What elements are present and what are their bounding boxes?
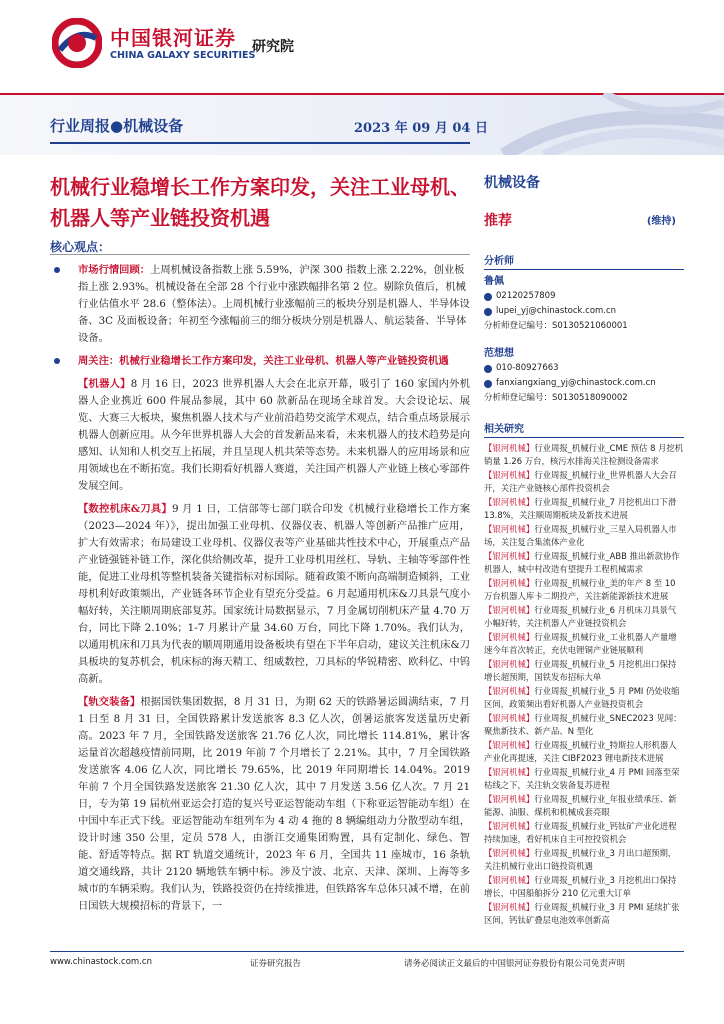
phone-row — [484, 289, 684, 304]
research-item-tag: 【银河机械】 — [484, 686, 535, 696]
related-research — [484, 420, 684, 928]
research-item-tag: 【银河机械】 — [484, 605, 535, 615]
research-item-text: 行业周报_机械行业_年报业绩承压、新能源、油服、煤机和机械成套亮眼 — [484, 794, 677, 817]
phone-row — [484, 361, 684, 376]
research-item-text: 行业周报_机械行业_7 月挖机出口下滑 13.8%，关注顺周期板块及新技术进展 — [484, 497, 677, 520]
research-item-text: 行业周报_机械行业_世界机器人大会召开，关注产业链核心部件投资机会 — [484, 470, 677, 493]
rating-note: (维持) — [646, 216, 676, 227]
research-item[interactable] — [484, 523, 684, 549]
research-item-tag: 【银河机械】 — [484, 713, 535, 723]
para-text: 8 月 16 日，2023 世界机器人大会在北京开幕，吸引了 160 家国内外机器人企业携近 600 件展品参展，其中 60 款新品在现场全球首发。大会设论坛、展览、大赛三大板块，聚焦机器人技术与产业前沿趋势交流学术观点，结合重点场景展示机器人创新应用。从今年世界机器人大会的首发新品来看，未来机器人的技术趋势是向感知、认知和人机交互上拓展，并且呈现人机共荣等态势。未来机器人的应用场景和应用领域也在不断拓宽。我们长期看好机器人赛道，关注国产机器人产业链上核心零部件发展空间。 — [78, 378, 471, 492]
bullet-text: 上周机械设备指数上涨 5.59%，沪深 300 指数上涨 2.22%，创业板指上涨 2.93%。机械设备在全部 28 个行业中涨跌幅排名第 2 位。剔除负值后，机械行业估值水平 28.6（整体法）。上周机械行业涨幅前三的板块分别是机器人、半导体设备、3C 及面板设备；年初至今涨幅前三的细分板块分别是机器人、航运装备、半导体设备。 — [78, 264, 470, 344]
research-item-text: 行业周报_机械行业_3 月 PMI 延续扩张区间，钙钛矿叠层电池效率创新高 — [484, 902, 680, 925]
research-item-tag: 【银河机械】 — [484, 740, 535, 750]
research-item[interactable] — [484, 577, 684, 603]
research-header: 相关研究 — [484, 420, 684, 438]
research-item-tag: 【银河机械】 — [484, 578, 535, 588]
footer-center: 证券研究报告 — [250, 959, 302, 969]
para-text: 9 月 1 日，工信部等七部门联合印发《机械行业稳增长工作方案（2023—2024 年）》，提出加强工业母机、仪器仪表、机器人等创新产品推广应用，扩大有效需求；布局建设工业母机、仪器仪表等产业基础共性技术中心，开展重点产品产业链强链补链工作，深化供给侧改革，提升工业母机用丝杠、导轨、主轴等零部件性能，促进工业母机等整机装备关键指标对标国际。随着政策不断向高端制造倾斜，工业母机利好政策频出，产业链各环节企业有望充分受益。6 月起通用机床&刀具景气度小幅好转，关注顺周期底部复苏。国家统计局数据显示，7 月金属切削机床产量 4.70 万台，同比下降 2.10%；1-7 月累计产量 34.60 万台，同比下降 1.70%。我们认为，以通用机床和刀具为代表的顺周期通用设备板块有望在下半年启动，建议关注机床&刀具板块的复苏机会，机床标的海天精工、纽威数控，刀具标的华锐精密、欧科亿、中钨高新。 — [78, 503, 471, 685]
analyst-name: 范想想 — [484, 348, 514, 359]
research-item-text: 行业周报_机械行业_CME 预估 8 月挖机销量 1.26 万台，核污水排海关注检测设备需求 — [484, 443, 684, 466]
report-date: 2023 年 09 月 04 日 — [354, 121, 488, 136]
email-icon — [484, 308, 492, 316]
bullet-keyword: 市场行情回顾： — [78, 264, 151, 276]
analyst-phone: 02120257809 — [496, 291, 556, 301]
bullet-focus — [50, 353, 470, 370]
analyst-phone: 010-80927663 — [496, 363, 559, 373]
research-item-text: 行业周报_机械行业_3 月挖机出口保持增长，中国船舶拆分 210 亿元重大订单 — [484, 875, 677, 898]
research-item-text: 行业周报_机械行业_美的年产 8 至 10 万台机器人库卡二期投产，关注新能源新技术进展 — [484, 578, 676, 601]
divider — [50, 142, 470, 144]
research-item[interactable] — [484, 658, 684, 684]
analyst-reg: 分析师登记编号：S0130518090002 — [484, 393, 628, 403]
research-item-tag: 【银河机械】 — [484, 497, 535, 507]
email-row — [484, 304, 684, 319]
research-item[interactable] — [484, 712, 684, 738]
email-icon — [484, 380, 492, 388]
research-item[interactable] — [484, 847, 684, 873]
email-row — [484, 376, 684, 391]
research-item[interactable] — [484, 685, 684, 711]
para-text: 根据国铁集团数据，8 月 31 日，为期 62 天的铁路暑运圆满结束，7 月 1 日至 8 月 31 日，全国铁路累计发送旅客 8.3 亿人次，创暑运旅客发送量历史新高。2023 年 7 月，全国铁路发送旅客 21.76 亿人次，同比增长 114.81%，累计客运量首次超越疫情前同期，比 2019 年前 7 个月增长了 2.21%。其中，7 月全国铁路发送旅客 4.06 亿人次，同比增长 79.65%，比 2019 年同期增长 14.04%。2019 年前 7 个月全国铁路发送旅客 21.30 亿人次，其中 7 月发送 3.56 亿人次。7 月 21 日，专为第 19 届杭州亚运会打造的复兴号亚运智能动车组（下称亚运智能动车组）在中国中车正式下线。亚运智能动车组列车为 4 动 4 拖的 8 辆编组动力分散型动车组，设计时速 350 公里，定员 578 人，由浙江交通集团购置，具有定制化、绿色、智能、舒适等特点。据 RT 轨道交通统计，2023 年 6 月，全国共 11 座城市，16 条轨道交通线路，共计 2120 辆地铁车辆中标。涉及宁波、北京、天津、深圳、上海等多城市的车辆采购。我们认为，铁路投资仍在持续推进，但铁路客车总体只减不增，在前日国铁大规模招标的背景下，一 — [78, 696, 470, 912]
research-item-tag: 【银河机械】 — [484, 551, 535, 561]
phone-icon — [484, 365, 492, 373]
research-item-tag: 【银河机械】 — [484, 470, 535, 480]
rating-value: 推荐 — [484, 213, 512, 229]
research-item[interactable] — [484, 820, 684, 846]
research-item-text: 行业周报_机械行业_6 月机床刀具景气小幅好转，关注机器人产业链投资机会 — [484, 605, 677, 628]
research-item[interactable] — [484, 496, 684, 522]
research-item[interactable] — [484, 901, 684, 927]
research-item-text: 行业周报_机械行业_4 月 PMI 回落至荣枯线之下，关注轨交装备复苏进程 — [484, 767, 680, 790]
analyst-header: 分析师 — [484, 252, 684, 270]
main-column — [50, 262, 470, 921]
analyst-name: 鲁佩 — [484, 276, 504, 287]
sidebar — [484, 172, 684, 406]
footer-disclaimer: 请务必阅读正文最后的中国银河证券股份有限公司免责声明 — [404, 959, 626, 969]
analyst-reg: 分析师登记编号：S0130521060001 — [484, 321, 628, 331]
bullet-keyword: 周关注：机械行业稳增长工作方案印发，关注工业母机、机器人等产业链投资机遇 — [78, 355, 449, 367]
research-item-text: 行业周报_机械行业_3 月出口超预期，关注机械行业出口链投资机遇 — [484, 848, 677, 871]
report-title: 机械行业稳增长工作方案印发，关注工业母机、机器人等产业链投资机遇 — [50, 175, 470, 230]
para-keyword: 【数控机床&刀具】 — [78, 503, 173, 515]
research-item-tag: 【银河机械】 — [484, 821, 535, 831]
research-item-tag: 【银河机械】 — [484, 659, 535, 669]
sector-label: 机械设备 — [484, 175, 540, 191]
research-list — [484, 442, 684, 927]
core-label: 核心观点： — [50, 240, 111, 254]
research-item-tag: 【银河机械】 — [484, 848, 535, 858]
analyst-email[interactable]: fanxiangxiang_yj@chinastock.com.cn — [496, 378, 656, 388]
divider — [50, 254, 470, 255]
research-item[interactable] — [484, 874, 684, 900]
analyst-block — [484, 274, 684, 406]
research-item[interactable] — [484, 469, 684, 495]
research-item-text: 行业周报_机械行业_钙钛矿产业化进程持续加速，看好机床自主可控投资机会 — [484, 821, 677, 844]
para-keyword: 【轨交装备】 — [78, 696, 141, 708]
wave-pattern — [464, 93, 724, 155]
institute-label: 研究院 — [252, 39, 294, 55]
para-robot — [50, 376, 470, 495]
para-rail — [50, 694, 470, 915]
logo-en: CHINA GALAXY SECURITIES — [110, 50, 256, 61]
research-item[interactable] — [484, 766, 684, 792]
research-item[interactable] — [484, 550, 684, 576]
rating — [484, 210, 684, 230]
research-item-text: 行业周报_机械行业_SNEC2023 见闻：聚焦新技术、新产品、N 型化 — [484, 713, 682, 736]
para-keyword: 【机器人】 — [78, 378, 131, 390]
research-item-text: 行业周报_机械行业_工业机器人产量增速今年首次转正，充伏电锂铜产业链展顺利 — [484, 632, 677, 655]
galaxy-logo-icon — [52, 18, 102, 68]
research-item-text: 行业周报_机械行业_5 月挖机出口保持增长超预期，国铁发布招标大单 — [484, 659, 677, 682]
phone-icon — [484, 293, 492, 301]
analyst-email[interactable]: lupei_yj@chinastock.com.cn — [496, 306, 617, 316]
research-item-tag: 【银河机械】 — [484, 632, 535, 642]
research-item[interactable] — [484, 739, 684, 765]
logo-cn: 中国银河证券 — [110, 26, 236, 50]
research-item-tag: 【银河机械】 — [484, 902, 535, 912]
research-item[interactable] — [484, 631, 684, 657]
footer-divider — [50, 951, 684, 952]
footer-url[interactable]: www.chinastock.com.cn — [50, 957, 152, 967]
research-item-text: 行业周报_机械行业_ABB 推出新款协作机器人，城中村改造有望提升工程机械需求 — [484, 551, 680, 574]
research-item[interactable] — [484, 442, 684, 468]
report-type: 行业周报●机械设备 — [50, 117, 184, 135]
research-item-tag: 【银河机械】 — [484, 794, 535, 804]
research-item-text: 行业周报_机械行业_三星入局机器人市场，关注复合集流体产业化 — [484, 524, 677, 547]
research-item-text: 行业周报_机械行业_特斯拉人形机器人产业化再提速，关注 CIBF2023 锂电新技术进展 — [484, 740, 677, 763]
research-item-tag: 【银河机械】 — [484, 443, 535, 453]
bullet-market — [50, 262, 470, 347]
research-item[interactable] — [484, 604, 684, 630]
research-item-tag: 【银河机械】 — [484, 875, 535, 885]
research-item-tag: 【银河机械】 — [484, 767, 535, 777]
para-machine-tool — [50, 501, 470, 688]
research-item[interactable] — [484, 793, 684, 819]
research-item-text: 行业周报_机械行业_5 月 PMI 仍处收缩区间，政策频出看好机器人产业链投资机会 — [484, 686, 680, 709]
research-item-tag: 【银河机械】 — [484, 524, 535, 534]
